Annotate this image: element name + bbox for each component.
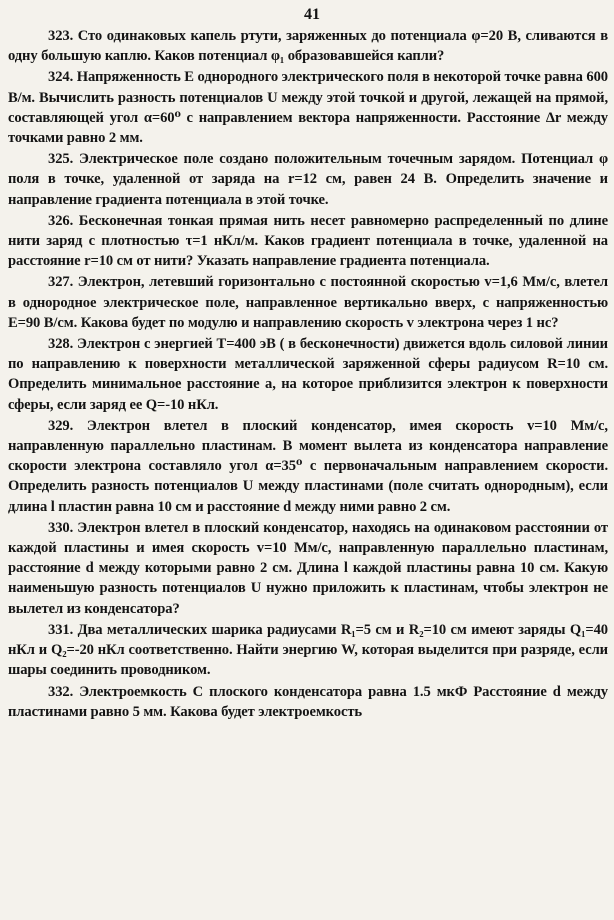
problem-328 xyxy=(8,334,608,415)
problem-325 xyxy=(8,149,608,210)
problem-number: 326. xyxy=(48,212,74,229)
problem-323 xyxy=(8,26,608,66)
problem-number: 331. xyxy=(48,621,74,638)
problem-text: Электроемкость C плоского конденсатора равна 1.5 мкФ Расстояние d между пластинами равно 5 мм. Какова будет электроемкость xyxy=(8,683,608,720)
problem-number: 323. xyxy=(48,28,74,44)
problem-324 xyxy=(8,67,608,148)
problem-326 xyxy=(8,211,608,272)
problem-number: 325. xyxy=(48,151,74,168)
problem-number: 329. xyxy=(48,417,74,434)
problem-331 xyxy=(8,620,608,681)
problem-number: 328. xyxy=(48,336,74,353)
problem-number: 324. xyxy=(48,69,74,86)
problem-332 xyxy=(8,682,608,722)
problem-330 xyxy=(8,518,608,619)
problem-text: Электрическое поле создано положительным точечным зарядом. Потенциал φ поля в точке, удаленной от заряда на r=12 см, равен 24 В. Определить значение и направление градиента потенциала в этой точке. xyxy=(8,151,608,208)
problem-text: Электрон, летевший горизонтально с постоянной скоростью v=1,6 Мм/с, влетел в однородное электрическое поле, направленное вертикально вверх, с напряженностью E=90 В/см. Какова будет по модулю и направлению скорость v электрона через 1 нс? xyxy=(8,274,608,331)
problem-text: Сто одинаковых капель ртути, заряженных до потенциала φ=20 В, сливаются в одну большую каплю. Каков потенциал φ₁ образовавшейся капли? xyxy=(8,28,608,65)
problem-text: Электрон влетел в плоский конденсатор, находясь на одинаковом расстоянии от каждой пластины и имея скорость v=10 Мм/с, направленную параллельно пластинам, расстояние d между которыми равно 2 см. Длина l каждой пластины равна 10 см. Какую наименьшую разность потенциалов U нужно приложить к пластинам, чтобы электрон не вылетел из конденсатора? xyxy=(8,519,608,617)
problem-327 xyxy=(8,272,608,333)
problem-number: 330. xyxy=(48,519,74,536)
problem-text: Электрон с энергией T=400 эВ ( в бесконечности) движется вдоль силовой линии по направлению к поверхности металлической заряженной сферы радиусом R=10 см. Определить минимальное расстояние a, на которое приблизится электрон к поверхности сферы, если заряд ее Q=-10 нКл. xyxy=(8,336,608,413)
problem-text: Электрон влетел в плоский конденсатор, имея скорость v=10 Мм/с, направленную параллельно пластинам. В момент вылета из конденсатора направление скорости электрона составляло угол α=35⁰ с первоначальным направлением скорости. Определить разность потенциалов U между пластинами (поле считать однородным), если длина l пластин равна 10 см и расстояние d между ними равно 2 см. xyxy=(8,417,608,515)
page-number: 41 xyxy=(304,6,320,23)
problem-number: 327. xyxy=(48,274,74,291)
problem-text: Два металлических шарика радиусами R₁=5 см и R₂=10 см имеют заряды Q₁=40 нКл и Q₂=-20 нКл соответственно. Найти энергию W, которая выделится при разряде, если шары соединить проводником. xyxy=(8,621,608,679)
problem-329 xyxy=(8,416,608,517)
problem-number: 332. xyxy=(48,683,74,700)
problem-text: Бесконечная тонкая прямая нить несет равномерно распределенный по длине нити заряд с плотностью τ=1 нКл/м. Каков градиент потенциала в точке, удаленной на расстояние r=10 см от нити? Указать направление градиента потенциала. xyxy=(8,212,608,270)
problem-text: Напряженность E однородного электрического поля в некоторой точке равна 600 В/м. Вычислить разность потенциалов U между этой точкой и другой, лежащей на прямой, составляющей угол α=60⁰ с направлением вектора напряженности. Расстояние Δr между точками равно 2 мм. xyxy=(8,69,608,147)
